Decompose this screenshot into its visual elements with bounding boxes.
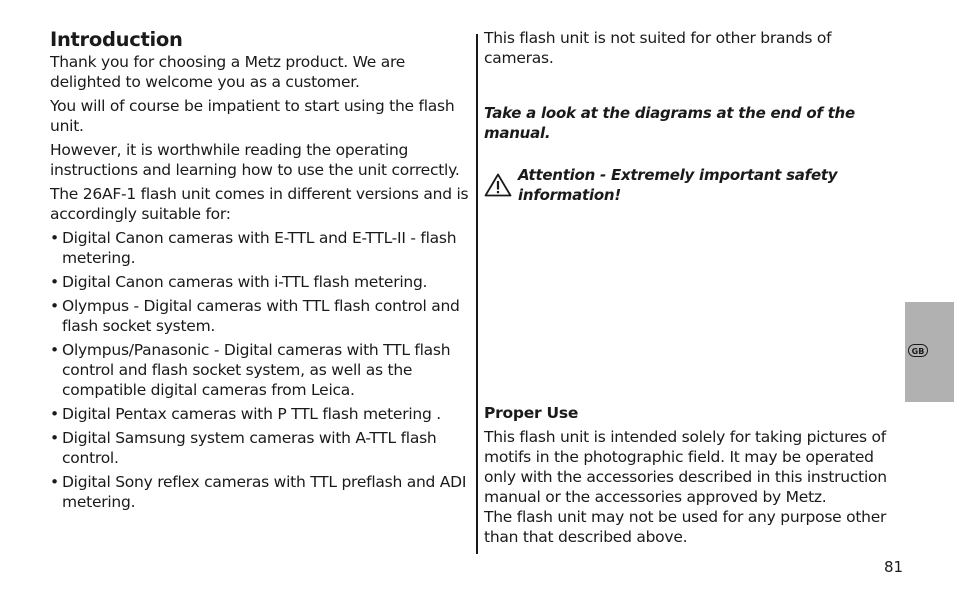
proper-use-heading: Proper Use	[484, 404, 579, 422]
list-item: • Olympus/Panasonic - Digital cameras with TTL flash control and flash socket system, as well as the compatible digital cameras from Leica.	[50, 340, 470, 400]
column-divider	[476, 34, 478, 554]
right-column	[484, 28, 904, 551]
intro-paragraph-2: You will of course be impatient to start using the flash unit.	[50, 97, 455, 135]
list-item: • Digital Canon cameras with E-TTL and E-TTL-II - flash metering.	[50, 228, 470, 268]
list-item: • Digital Sony reflex cameras with TTL preflash and ADI metering.	[50, 472, 470, 512]
left-column	[50, 28, 470, 516]
warning-triangle-icon	[484, 173, 512, 197]
list-item: • Digital Samsung system cameras with A-TTL flash control.	[50, 428, 470, 468]
brand-note: This flash unit is not suited for other brands of cameras.	[484, 29, 832, 67]
attention-text: Attention - Extremely important safety information!	[518, 166, 838, 204]
language-badge: GB	[908, 344, 928, 357]
attention-notice	[484, 165, 904, 205]
list-item: • Digital Pentax cameras with P TTL flash metering .	[50, 404, 470, 424]
compatibility-list	[50, 228, 470, 512]
diagrams-note: Take a look at the diagrams at the end of the manual.	[484, 104, 855, 142]
page-number: 81	[884, 558, 904, 576]
list-item: • Digital Canon cameras with i-TTL flash metering.	[50, 272, 470, 292]
list-item: • Olympus - Digital cameras with TTL flash control and flash socket system.	[50, 296, 470, 336]
intro-paragraph-4: The 26AF-1 flash unit comes in different versions and is accordingly suitable for:	[50, 185, 469, 223]
proper-use-paragraph-2: The flash unit may not be used for any purpose other than that described above.	[484, 508, 887, 546]
intro-paragraph-3: However, it is worthwhile reading the operating instructions and learning how to use the unit correctly.	[50, 141, 460, 179]
proper-use-paragraph-1: This flash unit is intended solely for taking pictures of motifs in the photographic field. It may be operated only with the accessories described in this instruction manual or the accessories approved by Metz.	[484, 428, 887, 506]
intro-paragraph-1: Thank you for choosing a Metz product. We are delighted to welcome you as a customer.	[50, 53, 406, 91]
page-title: Introduction	[50, 28, 183, 51]
